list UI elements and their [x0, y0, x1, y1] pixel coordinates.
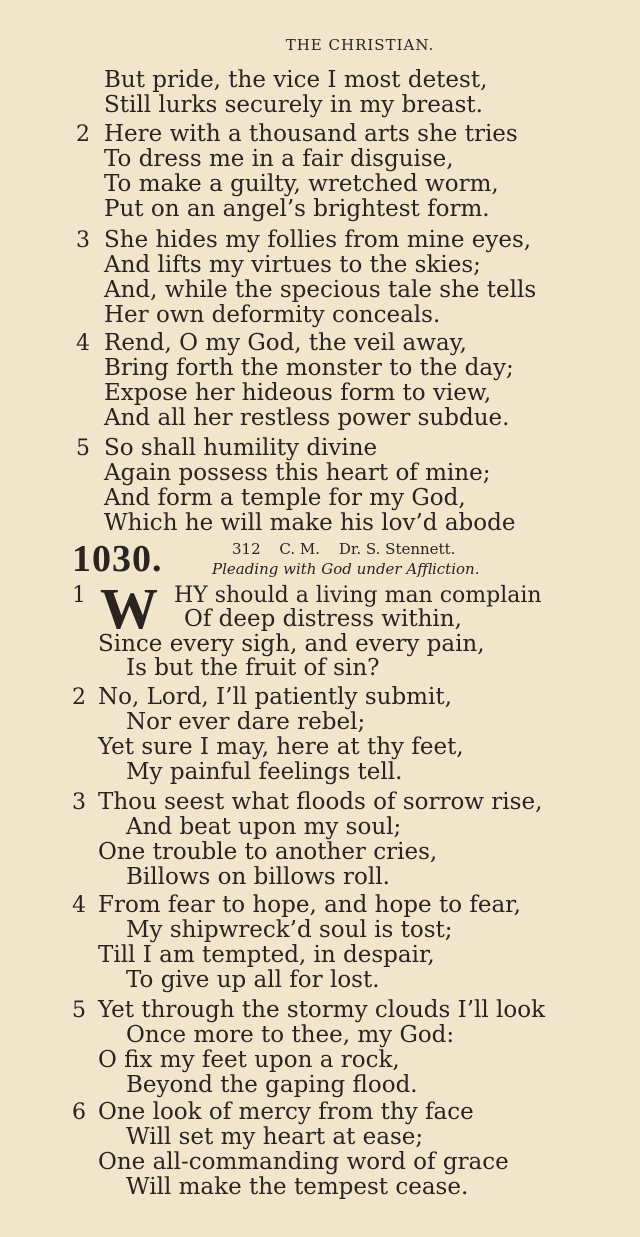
verse-line: O fix my feet upon a rock,	[98, 1047, 400, 1073]
verse-line: Billows on billows roll.	[126, 864, 390, 890]
stanza-number: 4	[72, 893, 86, 918]
stanza-number: 2	[72, 685, 86, 710]
verse-line: And beat upon my soul;	[126, 814, 402, 840]
hymn-meta	[232, 540, 469, 558]
verse-line: Will make the tempest cease.	[126, 1174, 469, 1200]
stanza-number: 5	[76, 436, 90, 461]
verse-line: So shall humility divine	[104, 435, 378, 461]
verse-line: Since every sigh, and every pain,	[98, 631, 485, 657]
verse-line: To give up all for lost.	[126, 967, 380, 993]
verse-line: No, Lord, I’ll patiently submit,	[98, 684, 452, 710]
verse-line: HY should a living man complain	[174, 583, 542, 608]
hymn-number: 1030.	[72, 538, 163, 580]
verse-line: One look of mercy from thy face	[98, 1099, 474, 1125]
verse-line: And form a temple for my God,	[104, 485, 466, 511]
verse-line: To make a guilty, wretched worm,	[104, 171, 499, 197]
verse-line: Yet sure I may, here at thy feet,	[98, 734, 464, 760]
stanza-number: 3	[72, 790, 86, 815]
verse-line: Expose her hideous form to view,	[104, 380, 492, 406]
verse-line: Is but the fruit of sin?	[126, 655, 380, 681]
verse-line: Nor ever dare rebel;	[126, 709, 366, 735]
verse-line: But pride, the vice I most detest,	[104, 67, 488, 93]
verse-line: Put on an angel’s brightest form.	[104, 196, 490, 222]
verse-line: And all her restless power subdue.	[104, 405, 510, 431]
verse-line: Rend, O my God, the veil away,	[104, 330, 467, 356]
stanza-number: 1	[72, 583, 86, 608]
verse-line: Still lurks securely in my breast.	[104, 92, 483, 118]
verse-line: Again possess this heart of mine;	[104, 460, 491, 486]
stanza-number: 4	[76, 331, 90, 356]
running-head: THE CHRISTIAN.	[285, 36, 435, 54]
verse-line: My painful feelings tell.	[126, 759, 403, 785]
verse-line: Her own deformity conceals.	[104, 302, 441, 328]
verse-line: Beyond the gaping flood.	[126, 1072, 418, 1098]
verse-line: And, while the specious tale she tells	[104, 277, 537, 303]
verse-line: My shipwreck’d soul is tost;	[126, 917, 453, 943]
stanza-number: 5	[72, 998, 86, 1023]
hymn-meter: C. M.	[279, 540, 321, 558]
verse-line: Bring forth the monster to the day;	[104, 355, 514, 381]
verse-line: Yet through the stormy clouds I’ll look	[98, 997, 546, 1023]
stanza-number: 3	[76, 228, 90, 253]
verse-line: Once more to thee, my God:	[126, 1022, 455, 1048]
verse-line: Will set my heart at ease;	[126, 1124, 424, 1150]
stanza-number: 6	[72, 1100, 86, 1125]
drop-cap: W	[100, 576, 158, 641]
verse-line: One all-commanding word of grace	[98, 1149, 509, 1175]
page-reference: 312	[232, 540, 261, 558]
verse-line: She hides my follies from mine eyes,	[104, 227, 532, 253]
verse-line: Thou seest what floods of sorrow rise,	[98, 789, 543, 815]
verse-line: From fear to hope, and hope to fear,	[98, 892, 521, 918]
stanza-number: 2	[76, 122, 90, 147]
hymn-author: Dr. S. Stennett.	[338, 540, 456, 558]
verse-line: Of deep distress within,	[184, 606, 462, 632]
verse-line: And lifts my virtues to the skies;	[104, 252, 481, 278]
verse-line: Which he will make his lov’d abode	[104, 510, 516, 536]
verse-line: Here with a thousand arts she tries	[104, 121, 518, 147]
verse-line: To dress me in a fair disguise,	[104, 146, 454, 172]
verse-line: One trouble to another cries,	[98, 839, 438, 865]
verse-line: Till I am tempted, in despair,	[98, 942, 435, 968]
hymn-subtitle: Pleading with God under Affliction.	[212, 560, 480, 578]
